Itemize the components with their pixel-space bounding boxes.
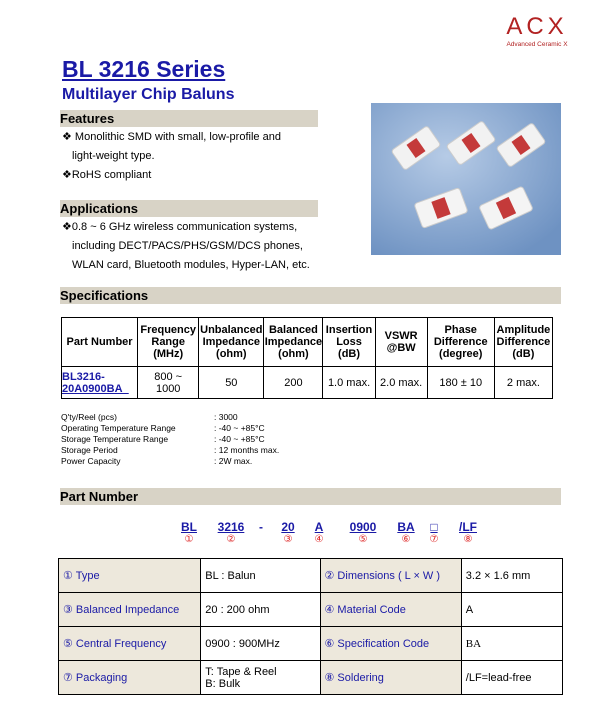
col-header: Unbalanced Impedance (ohm) [199,318,264,367]
pn-row [59,593,563,627]
param-value: : -40 ~ +85°C [214,434,265,444]
unbalanced-cell: 50 [199,367,264,399]
pn-label: ⑥ Specification Code [320,627,461,661]
vswr-cell: 2.0 max. [375,367,427,399]
part-number-table [58,558,563,695]
code-segment: - [259,520,263,534]
pn-row [59,559,563,593]
pn-label: ⑦ Packaging [59,661,201,695]
part-number-cell: BL3216- 20A0900BA_ [62,367,138,399]
chip-balun-image [371,103,561,255]
pn-label: ③ Balanced Impedance [59,593,201,627]
features-heading: Features [60,110,318,127]
pn-row [59,627,563,661]
product-photo [371,103,561,255]
param-value: : 3000 [214,412,238,422]
col-header: Part Number [62,318,138,367]
code-segment: A ④ [314,520,324,545]
pn-value: T: Tape & Reel B: Bulk [201,661,320,695]
application-line: ❖0.8 ~ 6 GHz wireless communication systems, [62,221,298,233]
code-segment: □ ⑦ [429,520,439,545]
code-segment: BA ⑥ [397,520,415,545]
col-header: Amplitude Difference (dB) [494,318,552,367]
pn-label: ① Type [59,559,201,593]
code-segment: 20 ③ [281,520,295,545]
pn-value: BL : Balun [201,559,320,593]
amplitude-cell: 2 max. [494,367,552,399]
applications-heading: Applications [60,200,318,217]
param-value: : 2W max. [214,456,253,466]
param-label: Q'ty/Reel (pcs) [61,412,117,422]
part-number-heading: Part Number [60,488,561,505]
applications-list [62,218,310,275]
insertion-cell: 1.0 max. [323,367,375,399]
page-subtitle: Multilayer Chip Baluns [62,86,235,103]
param-label: Operating Temperature Range [61,423,176,433]
col-header: Insertion Loss (dB) [323,318,375,367]
code-segment: 3216 ② [217,520,245,545]
pn-value: BA [461,627,562,661]
logo-letters: ACX [506,13,568,40]
pn-label: ⑧ Soldering [320,661,461,695]
col-header: Frequency Range (MHz) [138,318,199,367]
part-number-code [0,520,598,554]
logo-tagline: Advanced Ceramic X [506,41,568,48]
params-values [214,412,334,467]
specifications-heading: Specifications [60,287,561,304]
col-header: Balanced Impedance (ohm) [264,318,323,367]
acx-logo [497,14,577,49]
feature-line: light-weight type. [72,150,155,162]
spec-data-row [62,367,553,399]
pn-label: ④ Material Code [320,593,461,627]
pn-value: 20 : 200 ohm [201,593,320,627]
params-labels [61,412,221,467]
pn-label: ② Dimensions ( L × W ) [320,559,461,593]
param-value: : 12 months max. [214,445,280,455]
pn-value: /LF=lead-free [461,661,562,695]
param-label: Storage Period [61,445,118,455]
col-header: Phase Difference (degree) [427,318,494,367]
param-value: : -40 ~ +85°C [214,423,265,433]
spec-header-row [62,318,553,367]
code-segment: 0900 ⑤ [349,520,377,545]
pn-label: ⑤ Central Frequency [59,627,201,661]
frequency-cell: 800 ~ 1000 [138,367,199,399]
param-label: Power Capacity [61,456,121,466]
application-line: WLAN card, Bluetooth modules, Hyper-LAN, etc. [72,259,310,271]
application-line: including DECT/PACS/PHS/GSM/DCS phones, [72,240,303,252]
specifications-table [61,317,553,399]
pn-value: A [461,593,562,627]
phase-cell: 180 ± 10 [427,367,494,399]
code-segment: /LF ⑧ [459,520,477,545]
page-title: BL 3216 Series [62,56,226,82]
pn-row [59,661,563,695]
pn-value: 0900 : 900MHz [201,627,320,661]
feature-line: ❖ Monolithic SMD with small, low-profile and [62,131,281,143]
pn-value: 3.2 × 1.6 mm [461,559,562,593]
param-label: Storage Temperature Range [61,434,169,444]
features-list [62,128,281,185]
balanced-cell: 200 [264,367,323,399]
code-segment: BL ① [181,520,197,545]
feature-line: ❖RoHS compliant [62,169,152,181]
col-header: VSWR @BW [375,318,427,367]
